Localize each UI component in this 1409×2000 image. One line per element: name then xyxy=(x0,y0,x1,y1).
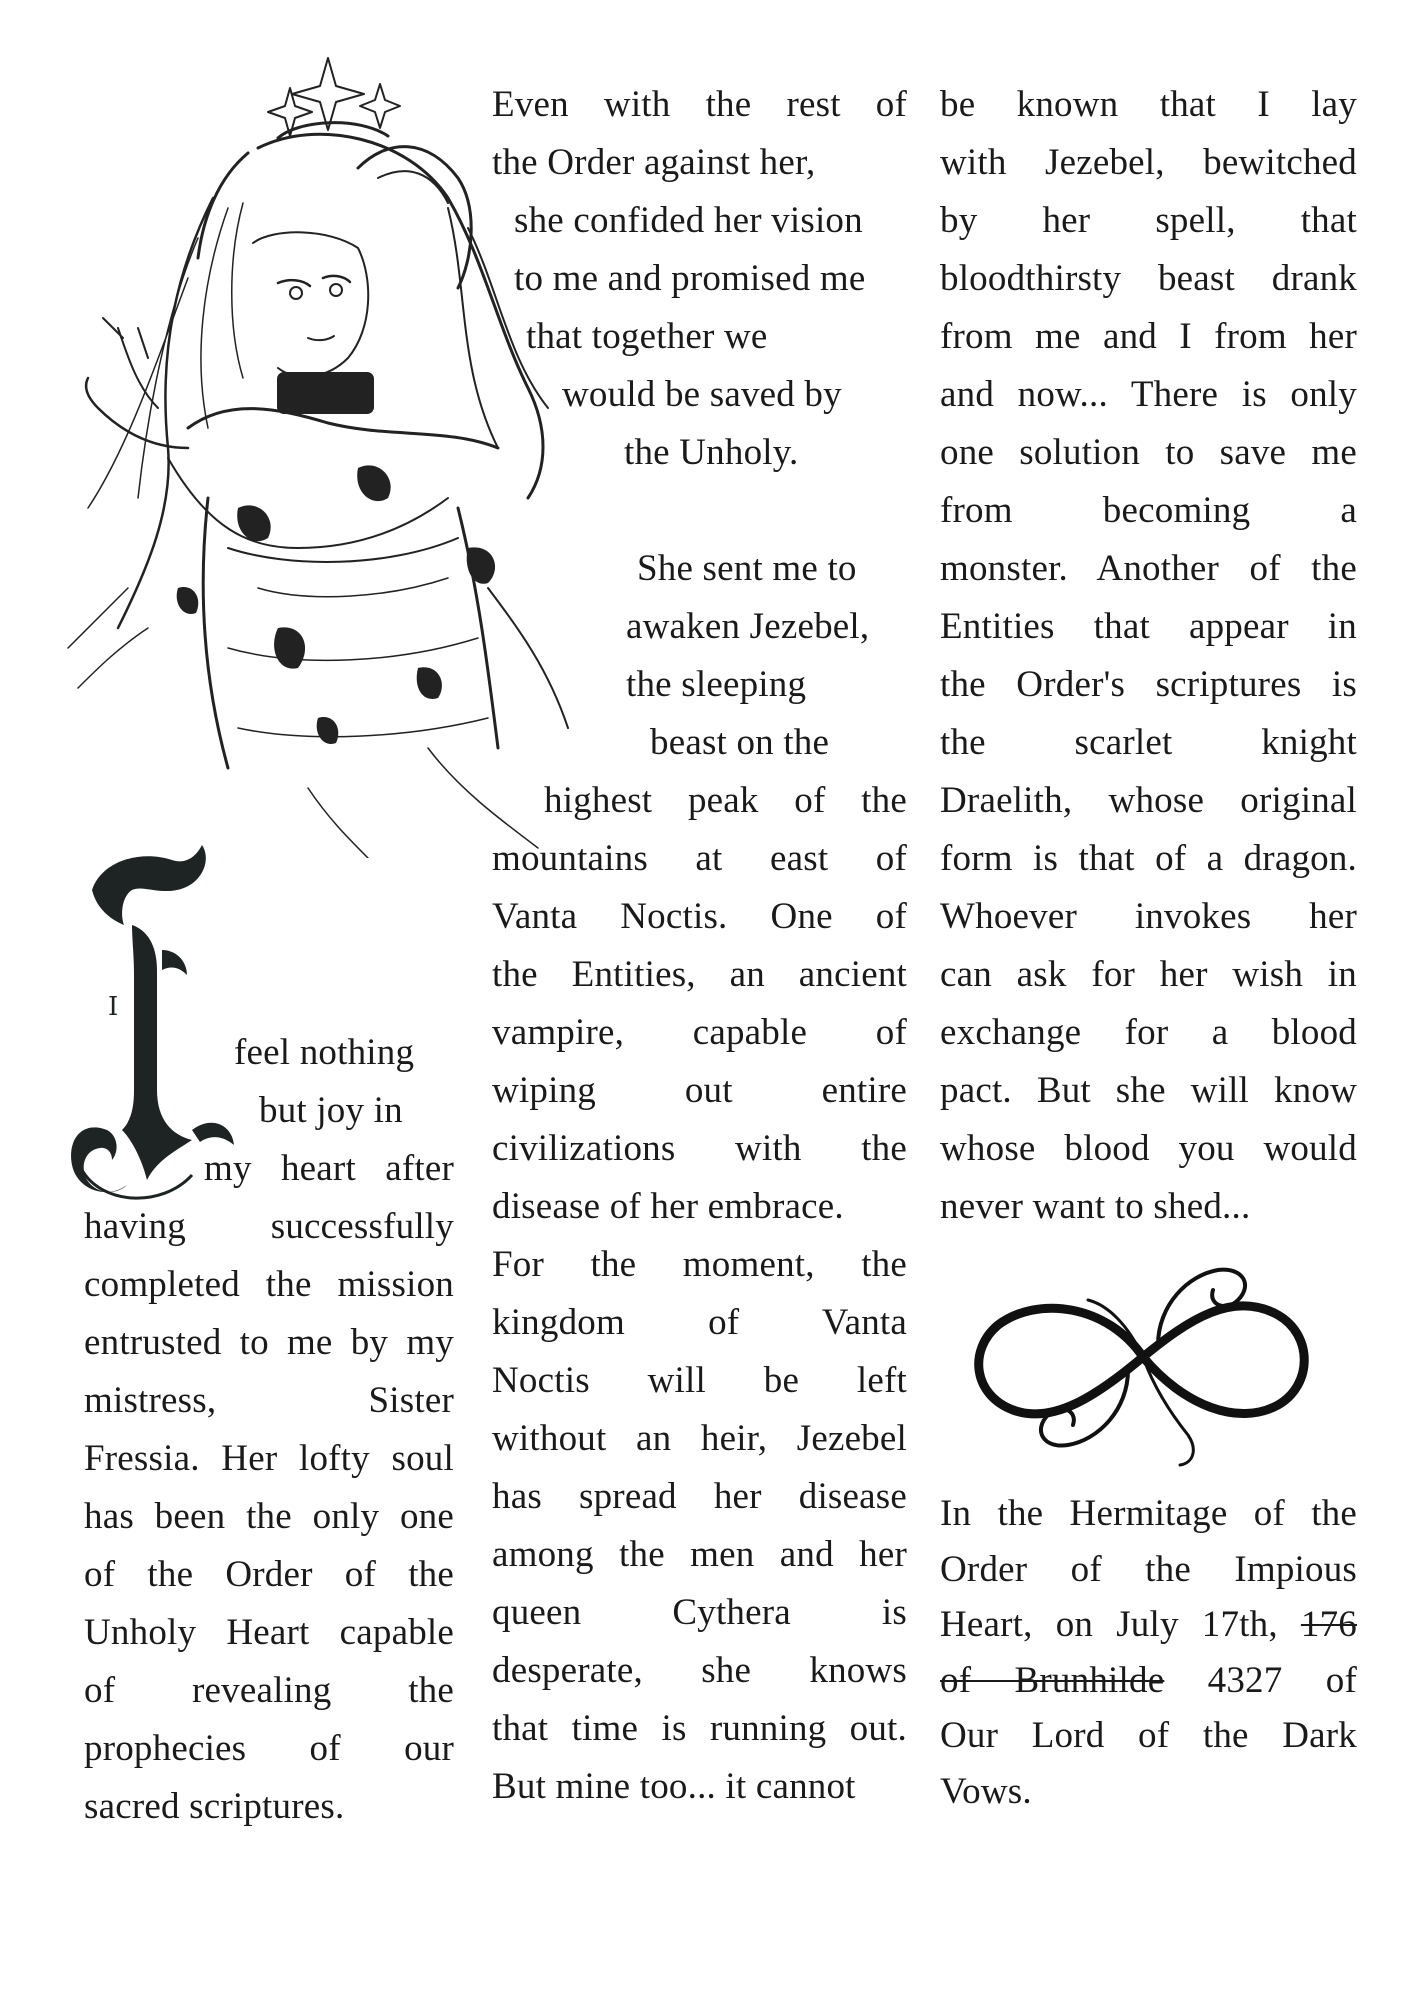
col1-line: but joy in xyxy=(259,1090,403,1131)
struck-number: 176 xyxy=(1300,1604,1357,1645)
col3-line: never want to shed... xyxy=(940,1186,1251,1227)
column-left xyxy=(84,1024,454,1836)
col2-line: vampire, capable of xyxy=(492,1012,907,1053)
col2-line: She sent me to xyxy=(637,548,857,589)
col3-line: Entities that appear in xyxy=(940,606,1357,647)
col2-line: disease of her embrace. xyxy=(492,1186,844,1227)
col2-line xyxy=(492,482,907,540)
col3-line: from me and I from her xyxy=(940,316,1357,357)
col2-line: would be saved by xyxy=(562,374,842,415)
col2-line: that together we xyxy=(526,316,768,357)
col3-line: bloodthirsty beast drank xyxy=(940,258,1357,299)
col3-line: the scarlet knight xyxy=(940,722,1357,763)
dropcap-text: I xyxy=(108,992,119,1022)
signature-line: Vows. xyxy=(940,1770,1032,1812)
col2-line: has spread her disease xyxy=(492,1476,907,1517)
col1-line: prophecies of our xyxy=(84,1728,454,1769)
col2-line: she confided her vision xyxy=(514,200,863,241)
col1-line: my heart after xyxy=(204,1148,454,1189)
col2-line: among the men and her xyxy=(492,1534,907,1575)
col2-line: desperate, she knows xyxy=(492,1650,907,1691)
col3-line: and now... There is only xyxy=(940,374,1357,415)
col2-line: Even with the rest of xyxy=(492,84,907,125)
col2-line: to me and promised me xyxy=(514,258,866,299)
col1-line: of the Order of the xyxy=(84,1554,454,1595)
col2-line: the sleeping xyxy=(626,664,807,705)
col3-line: by her spell, that xyxy=(940,200,1357,241)
column-middle xyxy=(492,76,907,1816)
col3-line: the Order's scriptures is xyxy=(940,664,1357,705)
col2-line: But mine too... it cannot xyxy=(492,1766,856,1807)
col2-line: the Unholy. xyxy=(624,432,799,473)
col2-line: civilizations with the xyxy=(492,1128,907,1169)
signature-line xyxy=(940,1653,1357,1709)
flourish-ornament xyxy=(958,1245,1328,1470)
signature-line: In the Hermitage of the xyxy=(940,1493,1357,1534)
col2-line: that time is running out. xyxy=(492,1708,907,1749)
signature-line: Order of the Impious xyxy=(940,1548,1357,1590)
col2-line: the Order against her, xyxy=(492,142,816,183)
col2-line: awaken Jezebel, xyxy=(626,606,870,647)
col3-line: Draelith, whose original xyxy=(940,780,1357,821)
col2-line: For the moment, the xyxy=(492,1244,907,1285)
col1-line: feel nothing xyxy=(234,1032,415,1073)
col1-line: Unholy Heart capable xyxy=(84,1612,454,1653)
col1-line: has been the only one xyxy=(84,1496,454,1537)
signature-block xyxy=(940,1486,1357,1819)
col1-line: sacred scriptures. xyxy=(84,1786,345,1827)
col3-line: exchange for a blood xyxy=(940,1012,1357,1053)
col1-line: Fressia. Her lofty soul xyxy=(84,1438,454,1479)
col3-line: form is that of a dragon. xyxy=(940,838,1357,879)
col3-line: monster. Another of the xyxy=(940,548,1357,589)
col3-line: one solution to save me xyxy=(940,432,1357,473)
col1-line: entrusted to me by my xyxy=(84,1322,454,1363)
col2-line: Noctis will be left xyxy=(492,1360,907,1401)
col3-line: pact. But she will know xyxy=(940,1070,1357,1111)
col2-line: kingdom of Vanta xyxy=(492,1302,907,1343)
signature-line: Our Lord of the Dark xyxy=(940,1715,1357,1756)
signature-line xyxy=(940,1597,1357,1653)
struck-era: of Brunhilde xyxy=(940,1659,1165,1701)
col3-line: be known that I lay xyxy=(940,84,1357,125)
col2-line: queen Cythera is xyxy=(492,1592,907,1633)
col2-line: the Entities, an ancient xyxy=(492,954,907,995)
col3-line: from becoming a xyxy=(940,490,1357,531)
signature-year: 4327 of xyxy=(1207,1659,1357,1701)
col3-line: can ask for her wish in xyxy=(940,954,1357,995)
col2-line: without an heir, Jezebel xyxy=(492,1418,907,1459)
col1-line: mistress, Sister xyxy=(84,1380,454,1421)
col2-line: wiping out entire xyxy=(492,1070,907,1111)
col3-line: with Jezebel, bewitched xyxy=(940,142,1357,183)
column-right xyxy=(940,76,1357,1236)
col1-line: of revealing the xyxy=(84,1670,454,1711)
signature-date: Heart, on July 17th, xyxy=(940,1604,1278,1645)
col3-line: whose blood you would xyxy=(940,1128,1357,1169)
col1-line: having successfully xyxy=(84,1206,454,1247)
col2-line: beast on the xyxy=(650,722,830,763)
col2-line: mountains at east of xyxy=(492,838,907,879)
col2-line: Vanta Noctis. One of xyxy=(492,896,907,937)
col1-line: completed the mission xyxy=(84,1264,454,1305)
col2-line: highest peak of the xyxy=(544,780,907,821)
col3-line: Whoever invokes her xyxy=(940,896,1357,937)
